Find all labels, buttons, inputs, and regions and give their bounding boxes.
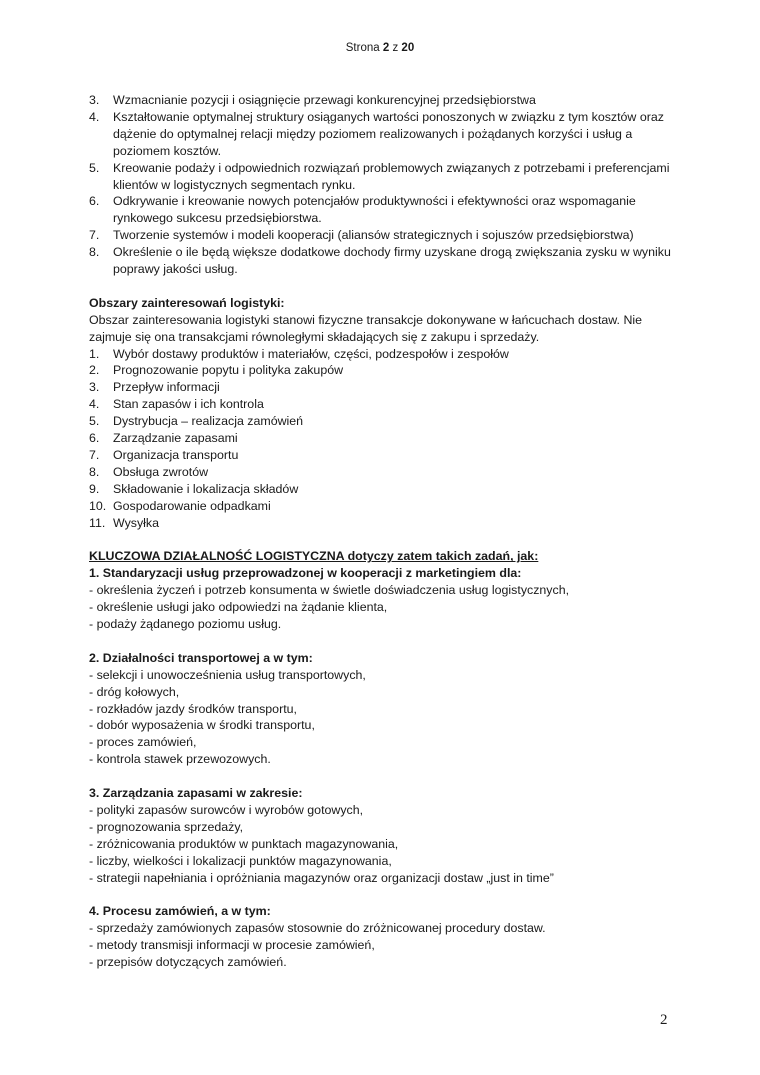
list-item-number: 7.: [89, 228, 100, 243]
list-item-text: Dystrybucja – realizacja zamówień: [113, 414, 304, 429]
list-item: - kontrola stawek przewozowych.: [89, 752, 271, 767]
list-item-number: 5.: [89, 414, 100, 429]
list-item-text: Wzmacnianie pozycji i osiągnięcie przewagi konkurencyjnej przedsiębiorstwa: [113, 93, 536, 107]
page-header-total: 20: [401, 42, 415, 54]
page-header-prefix: Strona: [345, 42, 380, 54]
page-number: 2: [660, 1012, 668, 1028]
list-item: [89, 464, 679, 481]
list-item-text: Kształtowanie optymalnej struktury osiąganych wartości ponoszonych w związku z tym kosztów oraz dążenie do optymalnej relacji między poziomem realizowanych i pożądanych korzyści i usług a poziomem kosztów.: [113, 109, 664, 158]
key-activity-heading: KLUCZOWA DZIAŁALNOŚĆ LOGISTYCZNA dotyczy zatem takich zadań, jak:: [89, 549, 539, 564]
list-item: [89, 430, 679, 447]
list-item: [89, 362, 679, 379]
list-item-text: Gospodarowanie odpadkami: [113, 498, 271, 513]
list-item-text: Odkrywanie i kreowanie nowych potencjałów produktywności i efektywności oraz wspomaganie rynkowego sukcesu przedsiębiorstwa.: [113, 194, 636, 226]
section-title: 2. Działalności transportowej a w tym:: [89, 650, 313, 665]
list-item: [89, 193, 679, 227]
list-item-text: Przepływ informacji: [113, 380, 220, 395]
list-item-number: 4.: [89, 109, 100, 124]
list-item-text: Tworzenie systemów i modeli kooperacji (aliansów strategicznych i sojuszów przedsiębiorstwa): [113, 228, 634, 243]
page-header-sep: z: [392, 42, 399, 54]
list-item: [89, 413, 679, 430]
list-item-text: Kreowanie podaży i odpowiednich rozwiązań problemowych związanych z potrzebami i preferencjami klientów w logistycznych segmentach rynku.: [113, 160, 670, 192]
list-item: [89, 379, 679, 396]
list-item-text: Zarządzanie zapasami: [113, 431, 238, 446]
list-item: - dróg kołowych,: [89, 684, 180, 699]
list-item-number: 2.: [89, 363, 100, 378]
list-item-text: Obsługa zwrotów: [113, 464, 209, 479]
list-item: - podaży żądanego poziomu usług.: [89, 617, 282, 632]
list-item-number: 1.: [89, 346, 100, 361]
list-item-text: Składowanie i lokalizacja składów: [113, 481, 299, 496]
list-item: [89, 244, 679, 278]
list-item-text: Wysyłka: [113, 515, 160, 530]
list-item-text: Stan zapasów i ich kontrola: [113, 397, 264, 412]
list-item: - określenie usługi jako odpowiedzi na żądanie klienta,: [89, 600, 388, 615]
list-item: [89, 92, 679, 109]
list-item: - sprzedaży zamówionych zapasów stosownie do zróżnicowanej procedury dostaw.: [89, 921, 546, 936]
list-item-number: 5.: [89, 160, 100, 175]
list-item-number: 3.: [89, 380, 100, 395]
list-item-text: Określenie o ile będą większe dodatkowe dochody firmy uzyskane drogą zwiększania zysku w wyniku poprawy jakości usług.: [113, 245, 671, 277]
list-item: [89, 227, 679, 244]
list-item: - rozkładów jazdy środków transportu,: [89, 701, 297, 716]
areas-list: [89, 346, 679, 532]
goals-list: [89, 92, 679, 278]
list-item: - polityki zapasów surowców i wyrobów gotowych,: [89, 803, 364, 817]
list-item: - selekcji i unowocześnienia usług transportowych,: [89, 667, 366, 682]
list-item: - strategii napełniania i opróżniania magazynów oraz organizacji dostaw „just in time”: [89, 870, 554, 885]
document-body: [89, 92, 679, 971]
list-item: - określenia życzeń i potrzeb konsumenta w świetle doświadczenia usług logistycznych,: [89, 583, 570, 598]
section-title: 4. Procesu zamówień, a w tym:: [89, 904, 271, 919]
list-item: - liczby, wielkości i lokalizacji punktów magazynowania,: [89, 853, 392, 868]
list-item: [89, 160, 679, 194]
section-title: 1. Standaryzacji usług przeprowadzonej w kooperacji z marketingiem dla:: [89, 566, 522, 581]
page-header: [0, 42, 760, 54]
list-item-number: 8.: [89, 464, 100, 479]
list-item: [89, 515, 679, 532]
list-item: [89, 109, 679, 160]
list-item-text: Organizacja transportu: [113, 448, 239, 463]
areas-heading: Obszary zainteresowań logistyki:: [89, 295, 285, 310]
list-item: [89, 447, 679, 464]
list-item-number: 11.: [89, 515, 106, 530]
list-item: - proces zamówień,: [89, 735, 197, 750]
list-item-text: Prognozowanie popytu i polityka zakupów: [113, 363, 344, 378]
list-item: - dobór wyposażenia w środki transportu,: [89, 718, 315, 733]
list-item-number: 7.: [89, 448, 100, 463]
list-item: - przepisów dotyczących zamówień.: [89, 955, 287, 970]
section-title: 3. Zarządzania zapasami w zakresie:: [89, 786, 303, 801]
list-item-number: 10.: [89, 498, 107, 513]
list-item-number: 9.: [89, 481, 100, 496]
list-item-number: 3.: [89, 93, 100, 107]
page-header-current: 2: [382, 42, 390, 54]
areas-intro: Obszar zainteresowania logistyki stanowi fizyczne transakcje dokonywane w łańcuchach dostaw. Nie zajmuje się ona transakcjami równoległymi składających się z zakupu i sprzedaży.: [89, 312, 643, 344]
list-item: - zróżnicowania produktów w punktach magazynowania,: [89, 836, 399, 851]
list-item-text: Wybór dostawy produktów i materiałów, części, podzespołów i zespołów: [113, 346, 509, 361]
list-item: [89, 346, 679, 363]
list-item-number: 8.: [89, 245, 100, 260]
list-item: [89, 481, 679, 498]
list-item-number: 4.: [89, 397, 100, 412]
list-item-number: 6.: [89, 194, 100, 209]
list-item: [89, 498, 679, 515]
list-item-number: 6.: [89, 431, 100, 446]
list-item: - metody transmisji informacji w procesie zamówień,: [89, 938, 375, 953]
list-item: - prognozowania sprzedaży,: [89, 819, 244, 834]
list-item: [89, 396, 679, 413]
